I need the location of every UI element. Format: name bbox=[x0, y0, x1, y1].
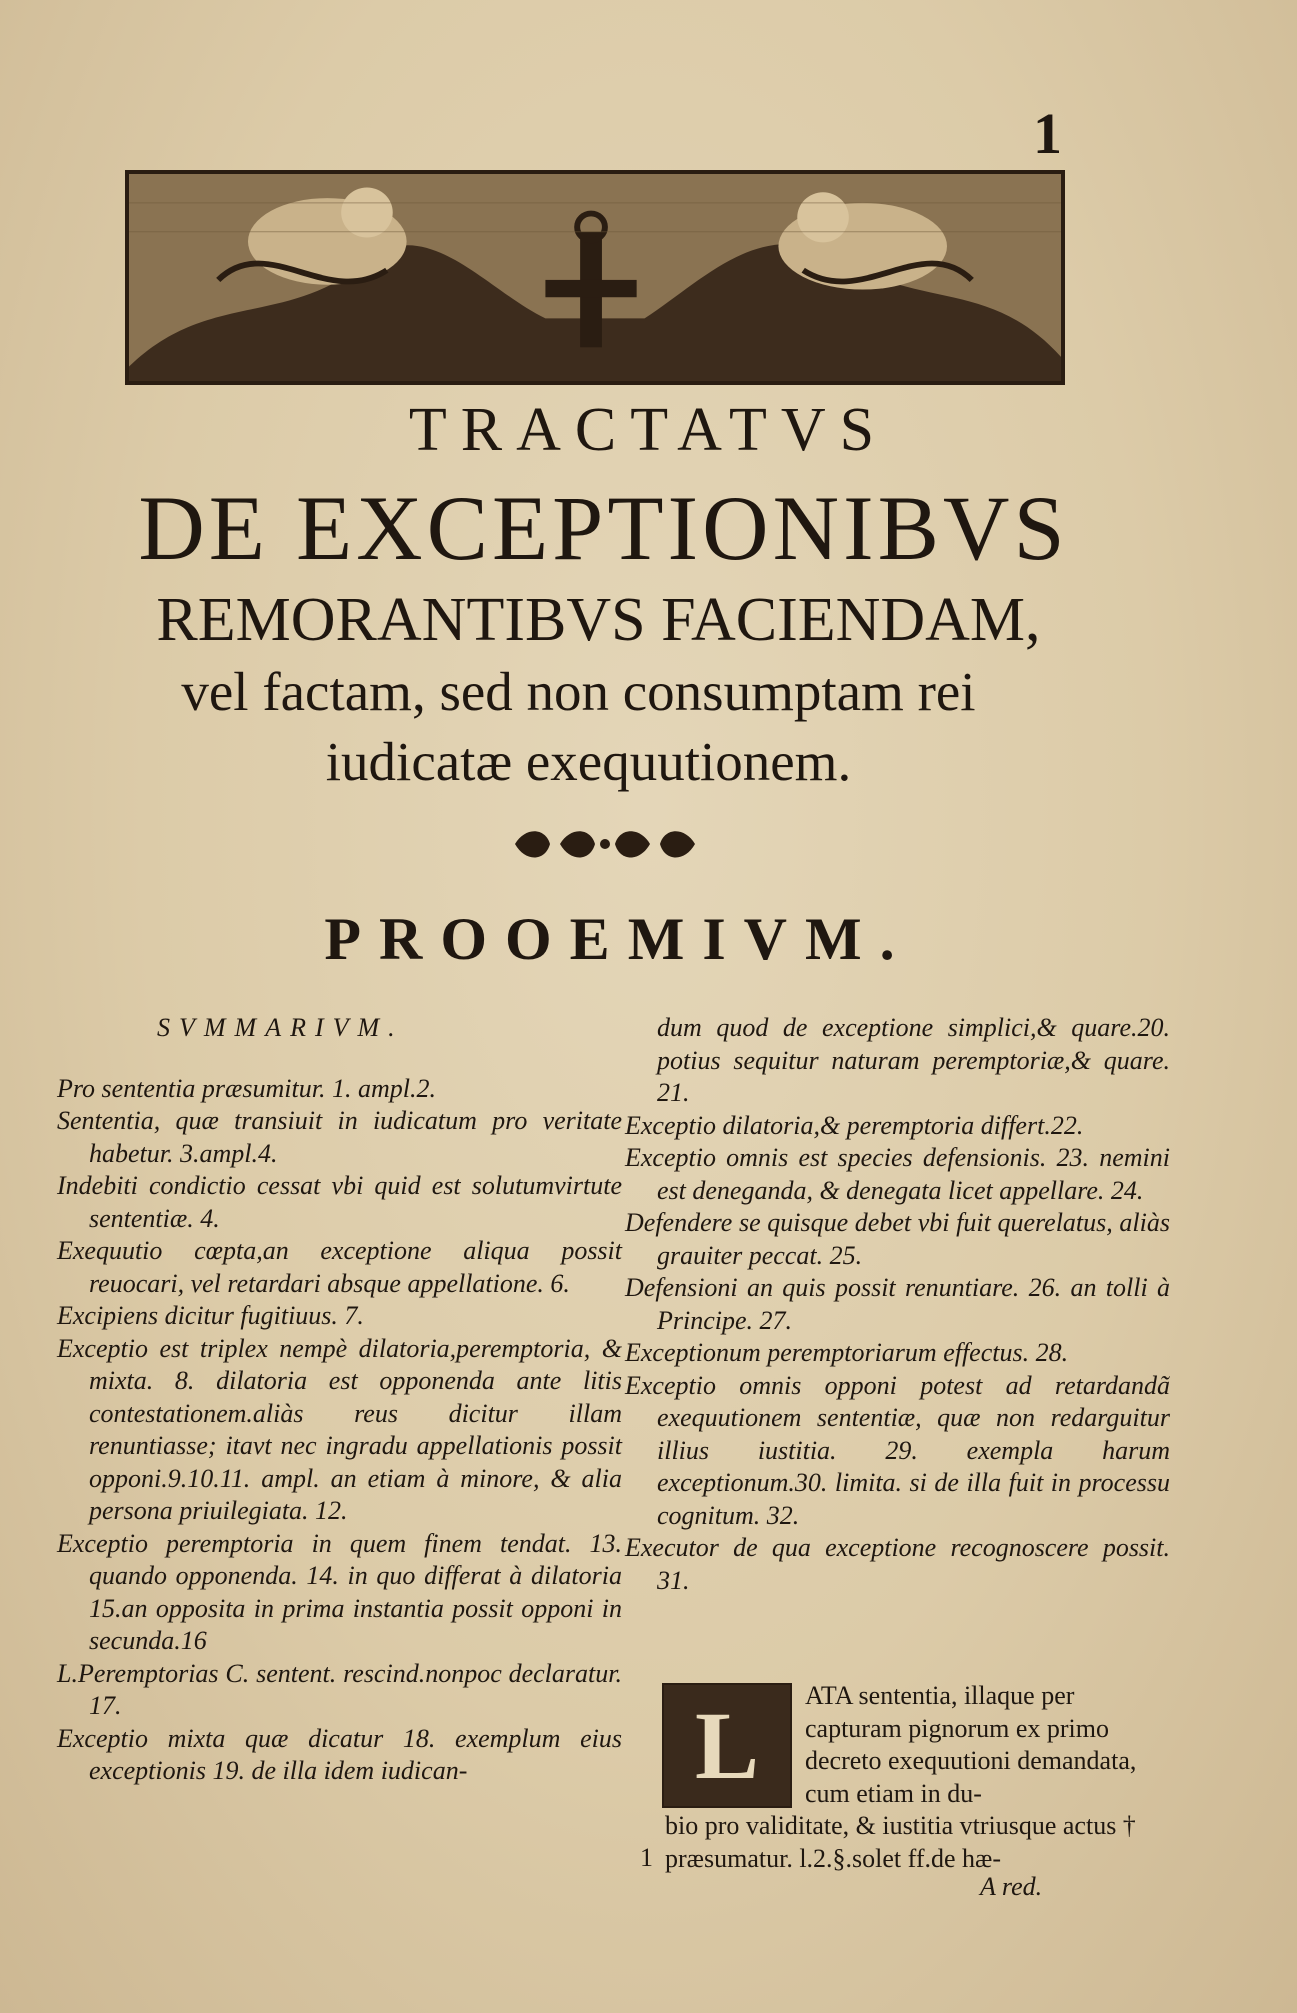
summary-entry: L.Peremptorias C. sentent. rescind.nonpoc declaratur. 17. bbox=[57, 1658, 622, 1720]
cherubs-cross-ornament-icon bbox=[129, 174, 1061, 381]
summary-entry: Defendere se quisque debet vbi fuit querelatus, aliàs grauiter peccat. 25. bbox=[625, 1208, 1170, 1270]
summary-entry: Exceptio est triplex nempè dilatoria,peremptoria, & mixta. 8. dilatoria est opponenda ante litis contestationem.aliàs reus dicitur illam renuntiasse; itavt nec ingradu appellationis possit opponi.9.10.11. ampl. an etiam à minore, & alia persona priuilegiata. 12. bbox=[57, 1333, 622, 1525]
body-text-beside-initial: ATA sententia, illaque per capturam pignorum ex primo decreto exequutioni demandata, cum etiam in du- bbox=[805, 1681, 1137, 1808]
fleuron-ornament-icon bbox=[505, 822, 705, 867]
body-text: bio pro validitate, & iustitia vtriusque actus † præsumatur. l.2.§.solet ff.de hæ- bbox=[665, 1811, 1136, 1873]
summary-entry: Indebiti condictio cessat vbi quid est solutumvirtute sententiæ. 4. bbox=[57, 1171, 622, 1233]
initial-letter: L bbox=[694, 1692, 760, 1799]
summary-entry: Exequutio cœpta,an exceptione aliqua possit reuocari, vel retardari absque appellatione. 6. bbox=[57, 1236, 622, 1298]
summarium-left-column bbox=[57, 1012, 622, 1788]
summary-entry: Executor de qua exceptione recognoscere possit. 31. bbox=[625, 1533, 1170, 1595]
decorated-initial bbox=[662, 1683, 792, 1808]
summary-entry: Exceptio mixta quæ dicatur 18. exemplum eius exceptionis 19. de illa idem iudican- bbox=[57, 1723, 622, 1785]
summary-entry: Exceptio omnis opponi potest ad retardandã exequutionem sententiæ, quæ non redarguitur illius iustitia. 29. exempla harum exceptionum.30. limita. si de illa fuit in processu cognitum. 32. bbox=[625, 1370, 1170, 1530]
summary-entry: Exceptio dilatoria,& peremptoria differt.22. bbox=[625, 1110, 1084, 1140]
summary-entry: Exceptio peremptoria in quem finem tendat. 13. quando opponenda. 14. in quo differat à dilatoria 15.an opposita in prima instantia possit opponi in secunda.16 bbox=[57, 1528, 622, 1655]
title-vel-factam: vel factam, sed non consumptam rei bbox=[181, 661, 976, 722]
page-number: 1 bbox=[1033, 101, 1062, 166]
summary-entry: Pro sententia præsumitur. 1. ampl.2. bbox=[57, 1073, 436, 1103]
margin-number: 1 bbox=[640, 1843, 653, 1872]
summary-entry: Defensioni an quis possit renuntiare. 26. an tolli à Principe. 27. bbox=[625, 1273, 1170, 1335]
proemium-heading: PROOEMIVM. bbox=[324, 906, 913, 972]
summary-entry: Exceptionum peremptoriarum effectus. 28. bbox=[625, 1338, 1069, 1367]
title-iudicatae: iudicatæ exequutionem. bbox=[325, 731, 852, 792]
woodcut-headpiece bbox=[125, 170, 1065, 385]
summary-entry-continued: dum quod de exceptione simplici,& quare.20. potius sequitur naturam peremptoriæ,& quare. 21. bbox=[657, 1013, 1170, 1107]
title-tractatus: TRACTATVS bbox=[408, 396, 889, 464]
summary-entry: Sententia, quæ transiuit in iudicatum pro veritate habetur. 3.ampl.4. bbox=[57, 1106, 622, 1168]
summarium-heading: SVMMARIVM. bbox=[157, 1013, 404, 1042]
summary-entry: Exceptio omnis est species defensionis. 23. nemini est deneganda, & denegata licet appellare. 24. bbox=[625, 1143, 1170, 1205]
catchword: A red. bbox=[980, 1872, 1043, 1901]
summarium-right-column bbox=[625, 1012, 1170, 1597]
title-remorantibus: REMORANTIBVS FACIENDAM, bbox=[156, 586, 1041, 654]
summary-entry: Excipiens dicitur fugitiuus. 7. bbox=[57, 1301, 364, 1330]
title-de-exceptionibus: DE EXCEPTIONIBVS bbox=[138, 477, 1069, 579]
